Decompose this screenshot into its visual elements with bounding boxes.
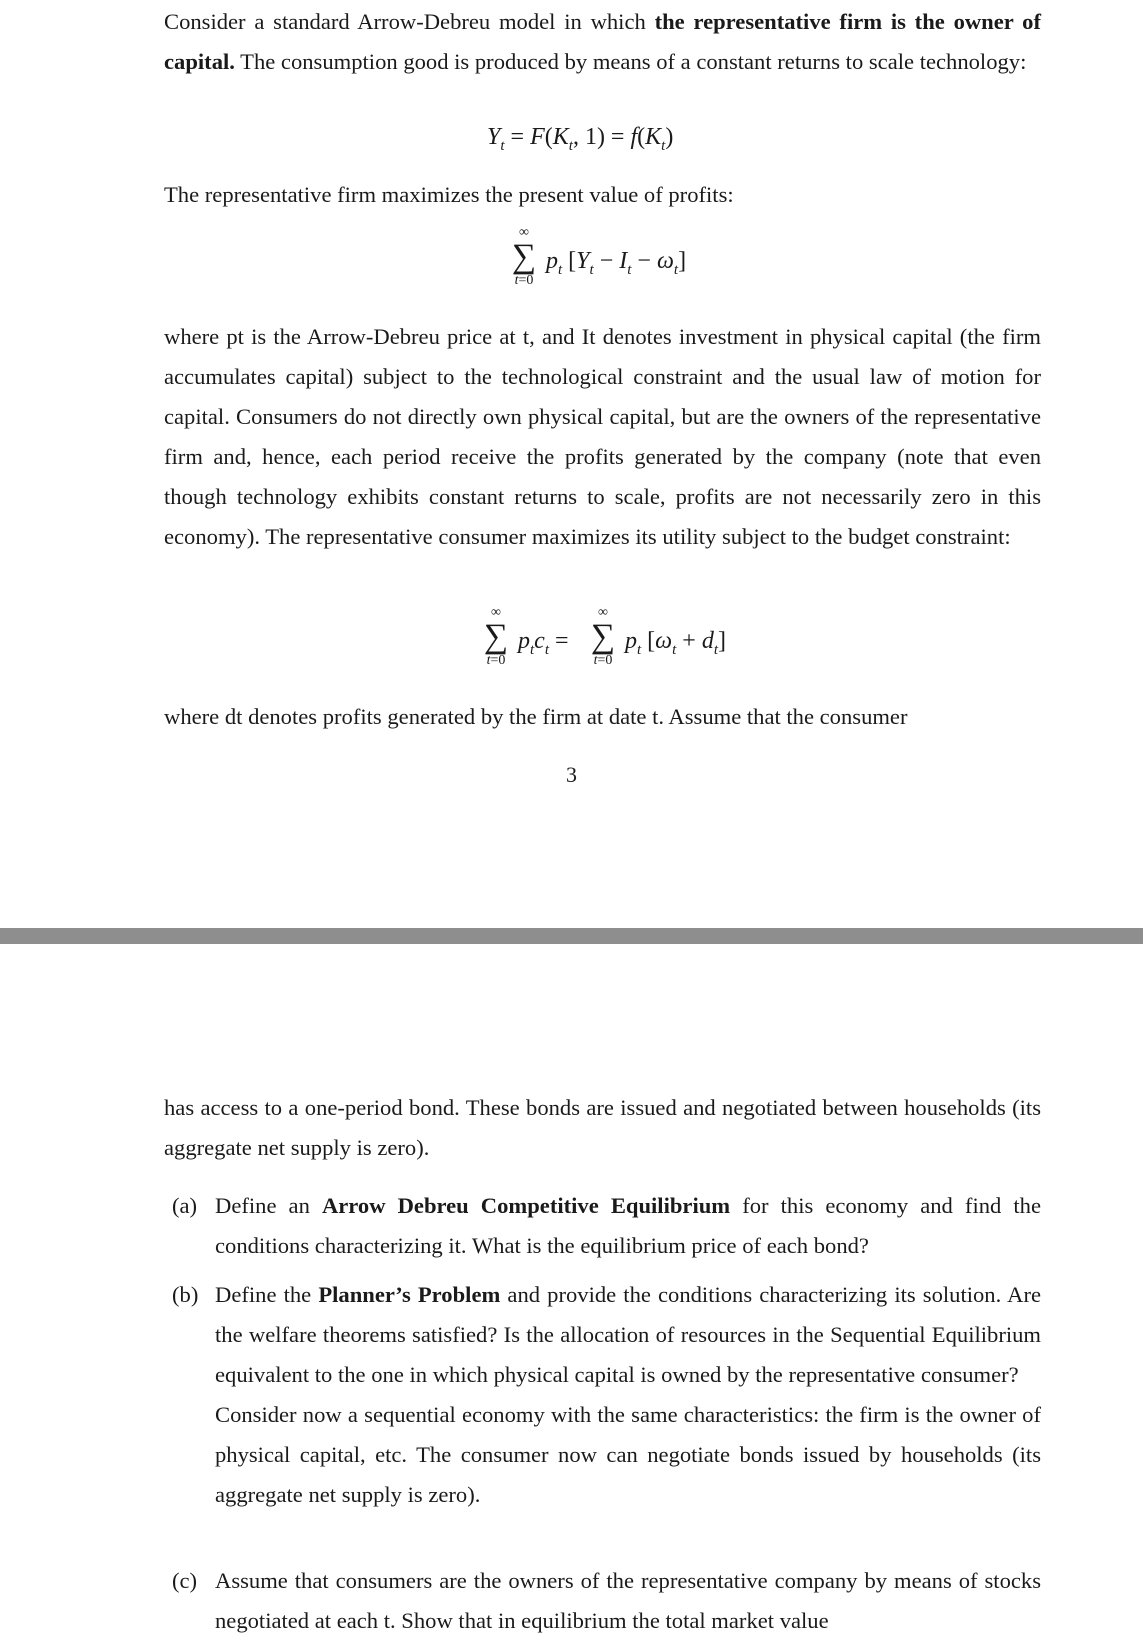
page-separator (0, 928, 1143, 944)
question-c (172, 1561, 1041, 1641)
last-line: where dt denotes profits generated by the firm at date t. Assume that the consumer (164, 704, 908, 729)
where-paragraph (164, 317, 1041, 557)
equation-profits: ∞ ∑ t=0 $p_t$ $[Y_t - I_t - \omega_t]$ (511, 225, 687, 288)
question-a-pre: Define an (215, 1193, 322, 1218)
question-b-post: and provide the conditions characterizing its solution. Are the welfare theorems satisfied? Is the allocation of resources in the Sequential Equilibrium equivalent to the one in which physical capital is owned by the representative consumer? (215, 1282, 1041, 1387)
continuation-paragraph: has access to a one-period bond. These bonds are issued and negotiated between households (its aggregate net supply is zero). (164, 1095, 1041, 1160)
question-a-post: for this economy and find the conditions characterizing it. What is the equilibrium price of each bond? (215, 1193, 1041, 1258)
question-c-pre: Assume that consumers are the owners of the representative company by means of stocks negotiated at each t. Show that in equilibrium the total market value (215, 1568, 1041, 1633)
page-number: 3 (566, 762, 577, 787)
question-b-pre: Define the (215, 1282, 319, 1307)
intro-text: Consider a standard Arrow-Debreu model in which (164, 9, 655, 34)
question-a-text (215, 1186, 1041, 1266)
question-a (172, 1186, 1041, 1266)
sequential-economy-note: Consider now a sequential economy with the same characteristics: the firm is the owner of physical capital, etc. The consumer now can negotiate bonds issued by households (its aggregate net supply is zero). (215, 1402, 1041, 1507)
firm-sentence: The representative firm maximizes the present value of profits: (164, 182, 734, 207)
where-paragraph-text: where pt is the Arrow-Debreu price at t, and It denotes investment in physical capital (the firm accumulates capital) subject to the technological constraint and the usual law of motion for capital. Consumers do not directly own physical capital, but are the owners of the representative firm and, hence, each period receive the profits generated by the company (note that even though technology exhibits constant returns to scale, profits are not necessarily zero in this economy). The representative consumer maximizes its utility subject to the budget constraint: (164, 324, 1041, 549)
question-a-bold: Arrow Debreu Competitive Equilibrium (321, 1193, 731, 1218)
question-a-label: (a) (172, 1193, 198, 1218)
intro-paragraph (164, 2, 1041, 82)
equation-budget: ∞ ∑ t=0 $p_tc_t$ = ∞ ∑ t=0 $p_t$ $[\omega_t + d_t]$ (483, 605, 727, 668)
question-b-bold: Planner’s Problem (318, 1282, 501, 1307)
question-b-text (215, 1275, 1041, 1395)
question-c-text (215, 1561, 1041, 1641)
intro-text-post: The consumption good is produced by means of a constant returns to scale technology: (234, 49, 1027, 74)
question-b-label: (b) (172, 1282, 199, 1307)
question-b (172, 1275, 1041, 1515)
equation-production: $Y_t = F(K_t$, $1) = f(K_t)$ (487, 124, 674, 154)
question-c-label: (c) (172, 1568, 198, 1593)
intro-bold: the representative firm is the owner of capital. (164, 9, 1041, 74)
